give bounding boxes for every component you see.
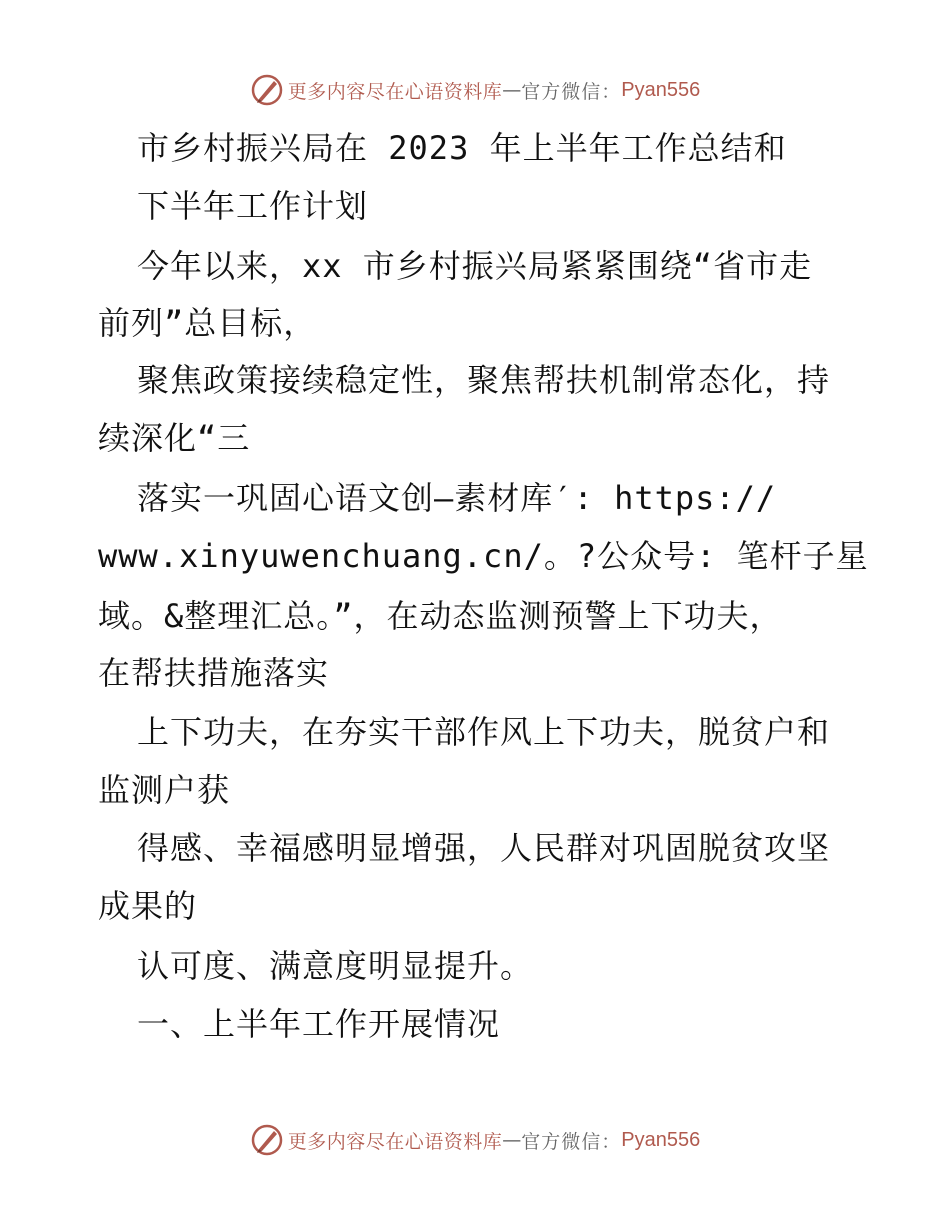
watermark-account: Pyan556 (621, 78, 701, 101)
watermark-brand-text: 更多内容尽在心语资料库 (287, 80, 503, 103)
body-line: 域。&整理汇总。”，在动态监测预警上下功夫， (98, 597, 783, 635)
watermark-account: Pyan556 (621, 1128, 701, 1151)
body-line: www.xinyuwenchuang.cn/。?公众号: 笔杆子星 (98, 537, 869, 575)
section-heading: 一、上半年工作开展情况 (137, 1005, 501, 1043)
quill-pen-logo-icon (250, 1123, 284, 1157)
quill-pen-logo-icon (250, 73, 284, 107)
watermark-wechat-label: 官方微信： (521, 80, 622, 103)
body-line: 续深化“三 (98, 419, 251, 457)
body-line: 成果的 (98, 887, 198, 925)
footer-watermark (0, 1120, 950, 1160)
body-line: 认可度、满意度明显提升。 (137, 947, 534, 985)
title-line-1: 市乡村振兴局在 2023 年上半年工作总结和 (137, 129, 787, 167)
body-line: 聚焦政策接续稳定性，聚焦帮扶机制常态化，持 (137, 361, 831, 399)
body-line: 落实一巩固心语文创—素材库′: https:// (137, 479, 777, 517)
body-line: 得感、幸福感明显增强，人民群对巩固脱贫攻坚 (137, 829, 831, 867)
body-line: 今年以来，xx 市乡村振兴局紧紧围绕“省市走 (137, 247, 813, 285)
watermark-brand-text: 更多内容尽在心语资料库 (287, 1130, 503, 1153)
title-line-2: 下半年工作计划 (137, 187, 369, 225)
watermark-wechat-label: 官方微信： (521, 1130, 622, 1153)
body-line: 前列”总目标， (98, 304, 317, 342)
body-line: 上下功夫，在夯实干部作风上下功夫，脱贫户和 (137, 713, 831, 751)
header-watermark (0, 70, 950, 110)
watermark-separator: — (502, 79, 522, 101)
body-line: 监测户获 (98, 771, 231, 809)
body-line: 在帮扶措施落实 (98, 654, 330, 692)
watermark-separator: — (502, 1129, 522, 1151)
